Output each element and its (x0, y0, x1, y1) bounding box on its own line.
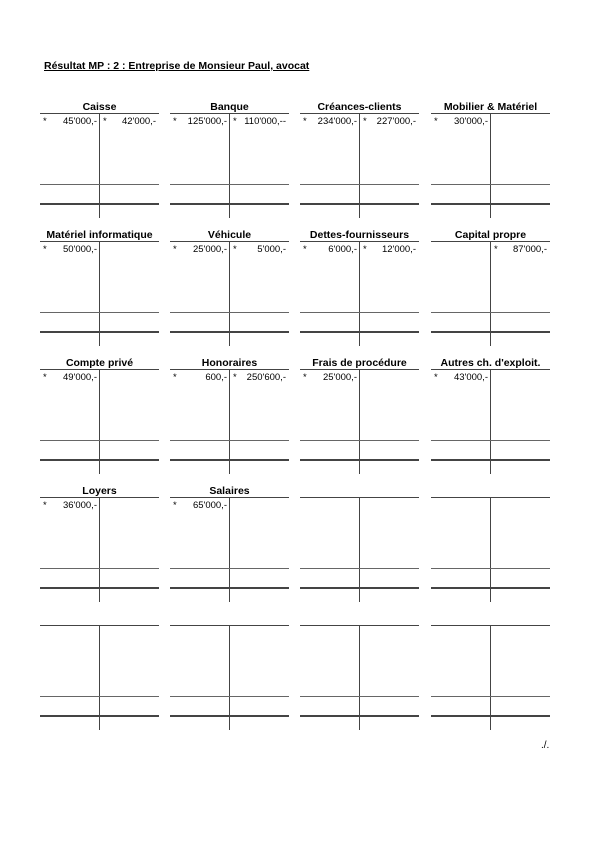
debit-entry (173, 372, 227, 384)
entry-amount: 600,- (205, 372, 227, 383)
account-name: Compte privé (65, 357, 134, 369)
account-name: Dettes-fournisseurs (309, 229, 410, 241)
entry-amount: 234'000,- (317, 116, 357, 127)
t-account-bottom-rule (170, 459, 289, 461)
credit-entry (233, 244, 286, 256)
credit-entry (103, 116, 156, 128)
entry-mark: * (303, 116, 307, 127)
t-account-bottom-rule (431, 459, 550, 461)
t-account (431, 356, 550, 486)
debit-entry (43, 372, 97, 384)
t-account-total-rule (300, 184, 419, 185)
entry-mark: * (43, 244, 47, 255)
entry-mark: * (103, 116, 107, 127)
debit-entry (434, 116, 488, 128)
account-name: Capital propre (454, 229, 527, 241)
entry-mark: * (43, 372, 47, 383)
entry-mark: * (434, 372, 438, 383)
account-name (431, 484, 550, 498)
t-account-total-rule (170, 568, 289, 569)
entry-mark: * (173, 500, 177, 511)
entry-mark: * (363, 116, 367, 127)
t-account (300, 484, 419, 614)
entry-amount: 5'000,- (257, 244, 286, 255)
t-account-bottom-rule (431, 587, 550, 589)
t-account (431, 612, 550, 742)
account-name: Banque (210, 101, 249, 113)
entry-amount: 43'000,- (453, 372, 488, 383)
t-account-bottom-rule (300, 331, 419, 333)
t-account (170, 100, 289, 230)
entry-amount: 125'000,- (187, 116, 227, 127)
entry-amount: 87'000,- (512, 244, 547, 255)
t-account-total-rule (431, 184, 550, 185)
credit-entry (363, 244, 416, 256)
entry-amount: 12'000,- (381, 244, 416, 255)
t-account-total-rule (300, 440, 419, 441)
t-account-bottom-rule (170, 587, 289, 589)
entry-amount: 6'000,- (328, 244, 357, 255)
debit-entry (303, 372, 357, 384)
entry-amount: 50'000,- (62, 244, 97, 255)
t-account-bottom-rule (300, 715, 419, 717)
entry-mark: * (494, 244, 498, 255)
t-account-bottom-rule (170, 715, 289, 717)
entry-amount: 250'600,- (246, 372, 286, 383)
debit-entry (434, 372, 488, 384)
account-name: Véhicule (207, 229, 252, 241)
t-account (40, 484, 159, 614)
entry-amount: 227'000,- (376, 116, 416, 127)
t-account (40, 100, 159, 230)
t-account (170, 612, 289, 742)
account-name: Honoraires (201, 357, 258, 369)
t-account-bottom-rule (300, 459, 419, 461)
account-name: Frais de procédure (312, 357, 407, 369)
t-account (170, 484, 289, 614)
t-account (431, 484, 550, 614)
t-account-total-rule (40, 312, 159, 313)
t-account-total-rule (431, 696, 550, 697)
t-account-total-rule (40, 568, 159, 569)
entry-amount: 25'000,- (192, 244, 227, 255)
debit-entry (303, 244, 357, 256)
account-name: Caisse (82, 101, 117, 113)
t-account (40, 228, 159, 358)
debit-entry (173, 244, 227, 256)
entry-amount: 45'000,- (62, 116, 97, 127)
t-account-total-rule (40, 696, 159, 697)
t-account-total-rule (170, 184, 289, 185)
debit-entry (43, 500, 97, 512)
entry-mark: * (233, 244, 237, 255)
entry-amount: 25'000,- (322, 372, 357, 383)
t-account-total-rule (431, 312, 550, 313)
account-name (431, 612, 550, 626)
account-name: Loyers (82, 485, 117, 497)
entry-mark: * (173, 244, 177, 255)
entry-amount: 30'000,- (453, 116, 488, 127)
entry-mark: * (434, 116, 438, 127)
entry-mark: * (303, 244, 307, 255)
entry-amount: 110'000,-- (244, 116, 286, 127)
t-account (300, 356, 419, 486)
entry-amount: 65'000,- (192, 500, 227, 511)
t-account (40, 612, 159, 742)
debit-entry (173, 116, 227, 128)
debit-entry (303, 116, 357, 128)
t-account-total-rule (40, 440, 159, 441)
t-account (300, 228, 419, 358)
credit-entry (494, 244, 547, 256)
account-name: Salaires (209, 485, 250, 497)
t-account (300, 100, 419, 230)
t-account-bottom-rule (431, 715, 550, 717)
credit-entry (233, 116, 286, 128)
debit-entry (43, 244, 97, 256)
account-name (300, 484, 419, 498)
account-name (170, 612, 289, 626)
account-name: Mobilier & Matériel (443, 101, 538, 113)
account-name (300, 612, 419, 626)
t-account-bottom-rule (170, 203, 289, 205)
t-account-bottom-rule (300, 203, 419, 205)
t-account-bottom-rule (40, 203, 159, 205)
t-account-total-rule (170, 312, 289, 313)
entry-mark: * (173, 116, 177, 127)
credit-entry (363, 116, 416, 128)
credit-entry (233, 372, 286, 384)
t-account-bottom-rule (40, 715, 159, 717)
t-account-bottom-rule (300, 587, 419, 589)
t-account (431, 100, 550, 230)
t-account-total-rule (40, 184, 159, 185)
debit-entry (173, 500, 227, 512)
t-account-bottom-rule (40, 459, 159, 461)
account-name: Matériel informatique (46, 229, 153, 241)
entry-amount: 49'000,- (62, 372, 97, 383)
entry-mark: * (233, 116, 237, 127)
entry-mark: * (173, 372, 177, 383)
debit-entry (43, 116, 97, 128)
entry-mark: * (363, 244, 367, 255)
t-account-total-rule (431, 440, 550, 441)
t-account-total-rule (170, 696, 289, 697)
t-account-bottom-rule (40, 587, 159, 589)
t-account-total-rule (300, 696, 419, 697)
t-account-bottom-rule (431, 203, 550, 205)
t-account (170, 228, 289, 358)
t-account (431, 228, 550, 358)
page-continuation-marker: ./. (541, 740, 550, 751)
t-account-total-rule (170, 440, 289, 441)
t-account (170, 356, 289, 486)
t-account-bottom-rule (40, 331, 159, 333)
t-account-total-rule (300, 312, 419, 313)
t-account (40, 356, 159, 486)
account-name (40, 612, 159, 626)
account-name: Autres ch. d'exploit. (440, 357, 541, 369)
entry-mark: * (43, 116, 47, 127)
entry-amount: 36'000,- (62, 500, 97, 511)
t-account-total-rule (431, 568, 550, 569)
entry-amount: 42'000,- (121, 116, 156, 127)
t-account (300, 612, 419, 742)
t-account-bottom-rule (431, 331, 550, 333)
entry-mark: * (233, 372, 237, 383)
t-account-total-rule (300, 568, 419, 569)
document-title: Résultat MP : 2 : Entreprise de Monsieur Paul, avocat (44, 60, 310, 72)
account-name: Créances-clients (317, 101, 402, 113)
entry-mark: * (43, 500, 47, 511)
entry-mark: * (303, 372, 307, 383)
t-account-bottom-rule (170, 331, 289, 333)
